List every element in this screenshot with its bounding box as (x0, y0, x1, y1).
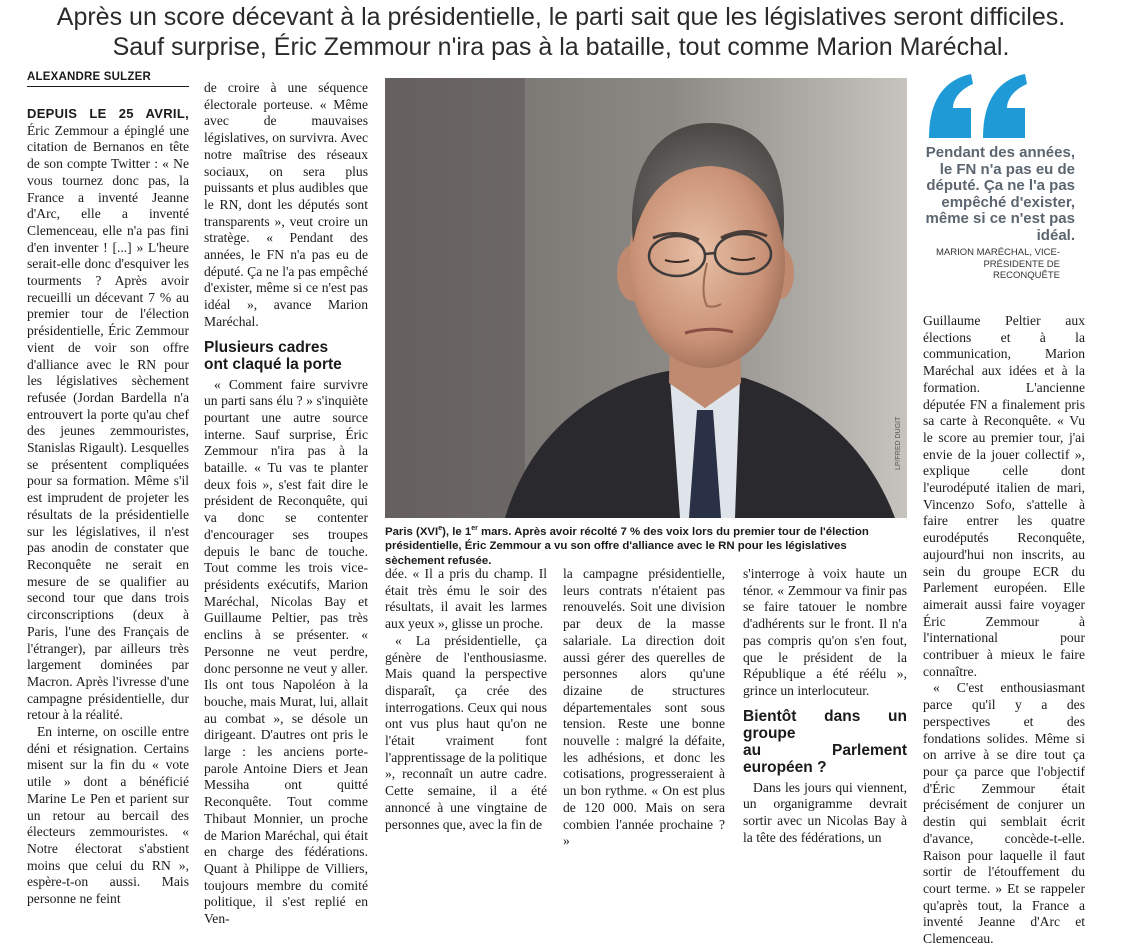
subhead-parlement: Bientôt dans un groupe au Parlement européen ? (743, 707, 907, 776)
column-2-paragraph-2: « Comment faire survivre un parti sans élu ? » s'inquiète pourtant une autre source interne. Sauf surprise, Éric Zemmour n'ira pas à la bataille. « Tu vas te planter deux fois », s'est fait dire le président de Reconquête, qui va donc se contenter d'encourager ses troupes depuis le banc de touche. Tout comme les trois vice-présidents exécutifs, Marion Maréchal, Nicolas Bay et Guillaume Peltier, pas très enclins à se présenter. « Personne ne veut perdre, donc personne ne veut y aller. Ils ont tous Napoléon à la bouche, mais Murat, lui, allait au combat », se désole un dirigeant. D'autres ont pris le large : les anciens porte-parole Antoine Diers et Jean Messiha ont quitté Reconquête. Tout comme Thibaut Monnier, un proche de Marion Maréchal, qui était en charge des fédérations. Quant à Philippe de Villiers, toujours membre du comité politique, il s'est replié en Ven- (204, 376, 368, 927)
column-5 (743, 566, 907, 845)
column-3-paragraph-1: dée. « Il a pris du champ. Il était très ému le soir des résultats, il avait les larmes aux yeux », glisse un proche. (385, 566, 547, 632)
column-1-paragraph-2: En interne, on oscille entre déni et résignation. Certains misent sur la fin du « vote utile » dont a bénéficié Marine Le Pen et parient sur un retour au bercail des électeurs zemmouristes. « Notre électorat s'abstient moins que celui du RN », espère-t-on aussi. Mais personne ne feint (27, 724, 189, 907)
column-1 (27, 106, 189, 907)
deck-line-1: Après un score décevant à la présidentielle, le parti sait que les législatives seront difficiles. (56, 3, 1066, 31)
column-3-paragraph-2: « La présidentielle, ça génère de l'enthousiasme. Mais quand la perspective disparaît, ça crée des interrogations. Ceux qui nous ont vus plus haut qu'on ne l'était vraiment font l'apprentissage de la politique », reconnaît un autre cadre. Cette semaine, il a été annoncé à une vingtaine de personnes que, avec la fin de (385, 632, 547, 832)
article-deck (0, 2, 1122, 62)
column-6 (923, 313, 1085, 947)
column-2 (204, 80, 368, 927)
column-5-paragraph-1: s'interroge à voix haute un ténor. « Zemmour va finir pas se faire tatouer le nombre d'adhérents sur le front. Il n'a pas compris qu'on s'en fout, que le président de la République a été réélu », grince un interlocuteur. (743, 566, 907, 698)
column-2-paragraph-1: de croire à une séquence électorale porteuse. « Même avec de mauvaises législatives, on survivra. Avec notre maîtrise des réseaux sociaux, on sera plus puissants et plus audibles que le RN, dont les députés sont transparents », veut croire un stratège. « Pendant des années, le FN n'a pas eu de député. Ça ne l'a pas empêché d'exister, même si ce n'est pas idéal », avance Marion Maréchal. (204, 80, 368, 329)
column-6-paragraph-2: « C'est enthousiasmant parce qu'il y a des perspectives et des fondations solides. Même si on arrive à se dire tout ça pour ça parce que l'objectif d'Éric Zemmour était précisément de conjurer un destin qui semblait écrit d'avance, concède-t-elle. Raison pour laquelle il faut sortir de l'étouffement du court terme. » Et se rappeler qu'après tout, la France a inventé Jeanne d'Arc et Clemenceau. (923, 680, 1085, 947)
photo-caption: Paris (XVIe), le 1er mars. Après avoir récolté 7 % des voix lors du premier tour de l'élection présidentielle, Éric Zemmour a vu son offre d'alliance avec le RN pour les législatives sèchement refusée. (385, 525, 869, 567)
byline: ALEXANDRE SULZER (27, 71, 189, 87)
column-1-paragraph-1: DEPUIS LE 25 AVRIL, Éric Zemmour a épinglé une citation de Bernanos en tête de son compte Twitter : « Ne vous tournez donc pas, la France a inventé Jeanne d'Arc, elle a inventé Clemenceau, elle n'a pas fini d'en inventer ! [...] » L'heure serait-elle donc d'esquiver les tourments ? Après avoir recueilli un décevant 7 % au premier tour de l'élection présidentielle, Éric Zemmour vient de voir son offre d'alliance avec le RN pour les législatives sèchement refusée (Jordan Bardella n'a entrouvert la porte qu'au chef des jeunes zemmouristes, Stanislas Rigault). Lesquelles se présentent compliquées pour sa formation. Même s'il est imprudent de projeter les résultats de la présidentielle sur les législatives, il n'est pas anodin de constater que Reconquête ne serait en mesure de se qualifier au second tour que dans trois circonscriptions (deux à Paris, l'une des Français de l'étranger), par ailleurs très largement dominées par Macron. Après l'ivresse d'une campagne présidentielle, dur retour à la réalité. (27, 106, 189, 723)
photo-credit: LP/FRED DUGIT (895, 416, 902, 470)
deck-line-2: Sauf surprise, Éric Zemmour n'ira pas à la bataille, tout comme Marion Maréchal. (112, 33, 1010, 61)
article-photo (385, 78, 907, 518)
column-4 (563, 566, 725, 849)
pull-quote: Pendant des années, le FN n'a pas eu de député. Ça ne l'a pas empêché d'exister, même si ce n'est pas idéal. (925, 144, 1075, 244)
column-6-paragraph-1: Guillaume Peltier aux élections et à la communication, Marion Maréchal aux idées et à la formation. L'ancienne députée FN a finalement pris sa carte à Reconquête. « Vu le score au premier tour, j'ai envie de la jouer collectif », explique celle dont l'eurodéputé italien de mari, Vincenzo Sofo, s'attelle à faire entrer les quatre eurodéputés Reconquête, aujourd'hui non inscrits, au sein du groupe ECR du Parlement européen. Elle aimerait aussi faire voyager Éric Zemmour à l'international pour contribuer à mieux le faire connaître. (923, 313, 1085, 679)
quote-mark-icon (925, 72, 1035, 147)
column-4-paragraph-1: la campagne présidentielle, leurs contrats n'étaient pas renouvelés. Soit une division par deux de la masse salariale. La direction doit aussi gérer des querelles de personnes alors qu'une dizaine de structures départementales sont sous tension. Reste une bonne nouvelle : malgré la défaite, les adhésions, et donc les cotisations, progresseraient à un bon rythme. « On est plus de 120 000. Mais on sera combien l'année prochaine ? » (563, 566, 725, 849)
column-5-paragraph-2: Dans les jours qui viennent, un organigramme devrait sortir avec un Nicolas Bay à la tête des fédérations, un (743, 779, 907, 845)
portrait-photo (385, 78, 907, 518)
lead-in: DEPUIS LE 25 AVRIL, (27, 106, 189, 121)
subhead-cadres: Plusieurs cadres ont claqué la porte (204, 338, 342, 373)
column-3 (385, 566, 547, 832)
pull-quote-attribution: MARION MARÉCHAL, VICE-PRÉSIDENTE DE RECONQUÊTE (935, 247, 1060, 281)
